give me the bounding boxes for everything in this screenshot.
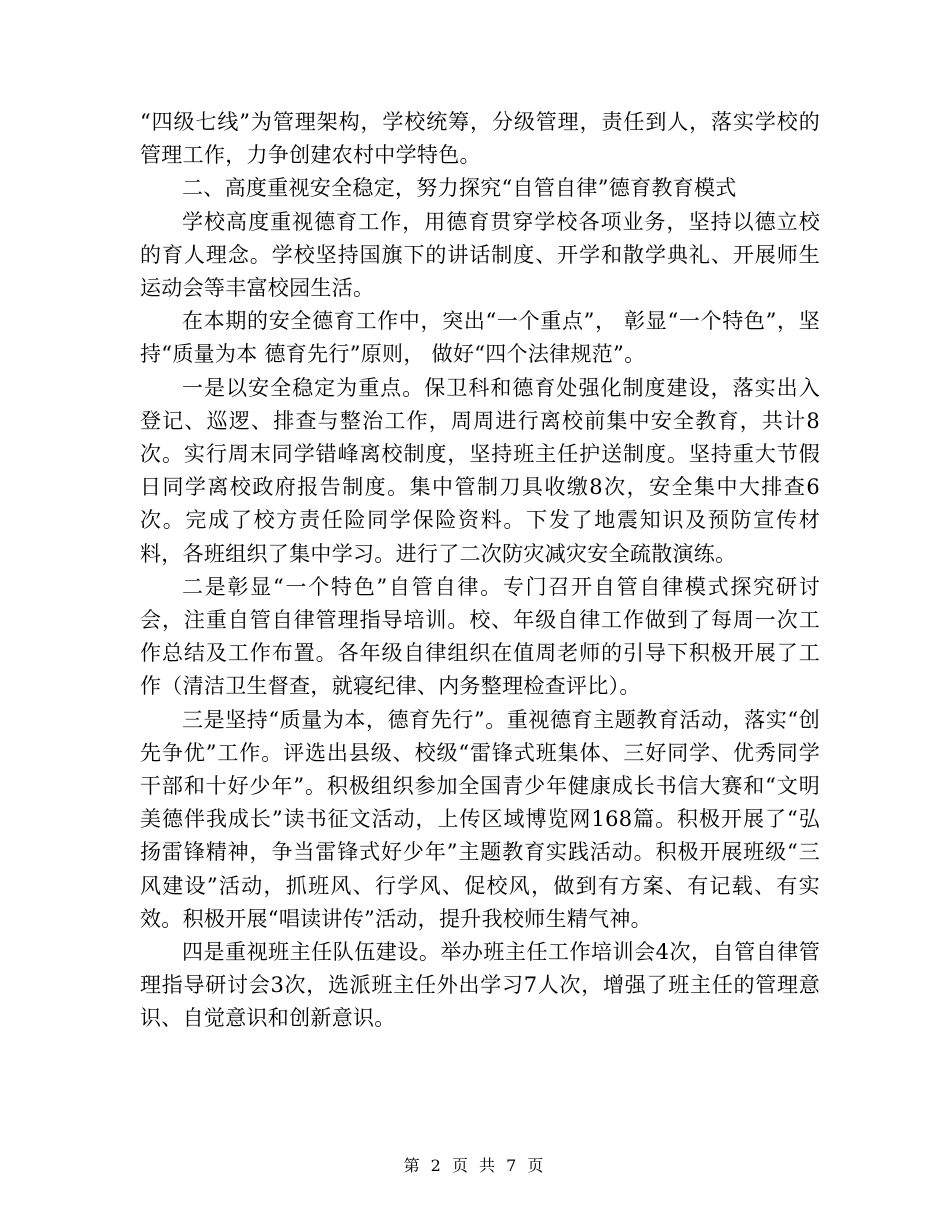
paragraph-6: 二是彰显“一个特色”自管自律。专门召开自管自律模式探究研讨会，注重自管自律管理指导培训。校、年级自律工作做到了每周一次工作总结及工作布置。各年级自律组织在值周老师的引导下积极开展了工作（清洁卫生督查，就寝纪律、内务整理检查评比）。 bbox=[140, 574, 820, 699]
page-number-footer: 第 2 页 共 7 页 bbox=[403, 1156, 547, 1175]
document-body bbox=[140, 106, 820, 1036]
paragraph-4: 在本期的安全德育工作中，突出“一个重点”， 彰显“一个特色”，坚持“质量为本 德育先行”原则， 做好“四个法律规范”。 bbox=[140, 309, 820, 367]
paragraph-1: “四级七线”为管理架构，学校统筹，分级管理，责任到人，落实学校的管理工作，力争创建农村中学特色。 bbox=[140, 110, 820, 168]
paragraph-5: 一是以安全稳定为重点。保卫科和德育处强化制度建设，落实出入登记、巡逻、排查与整治工作，周周进行离校前集中安全教育，共计8次。实行周末同学错峰离校制度，坚持班主任护送制度。坚持重大节假日同学离校政府报告制度。集中管制刀具收缴8次，安全集中大排查6次。完成了校方责任险同学保险资料。下发了地震知识及预防宣传材料，各班组织了集中学习。进行了二次防灾减灾安全疏散演练。 bbox=[140, 375, 820, 566]
paragraph-8: 四是重视班主任队伍建设。举办班主任工作培训会4次，自管自律管理指导研讨会3次，选派班主任外出学习7人次，增强了班主任的管理意识、自觉意识和创新意识。 bbox=[140, 940, 820, 1031]
paragraph-3: 学校高度重视德育工作，用德育贯穿学校各项业务，坚持以德立校的育人理念。学校坚持国旗下的讲话制度、开学和散学典礼、开展师生运动会等丰富校园生活。 bbox=[140, 209, 820, 301]
section-heading-2: 二、高度重视安全稳定，努力探究“自管自律”德育教育模式 bbox=[182, 176, 737, 201]
paragraph-7: 三是坚持“质量为本，德育先行”。重视德育主题教育活动，落实“创先争优”工作。评选出县级、校级“雷锋式班集体、三好同学、优秀同学干部和十好少年”。积极组织参加全国青少年健康成长书信大赛和“文明美德伴我成长”读书征文活动，上传区域博览网168篇。积极开展了“弘扬雷锋精神，争当雷锋式好少年”主题教育实践活动。积极开展班级“三风建设”活动，抓班风、行学风、促校风，做到有方案、有记载、有实效。积极开展“唱读讲传”活动，提升我校师生精气神。 bbox=[140, 707, 820, 931]
